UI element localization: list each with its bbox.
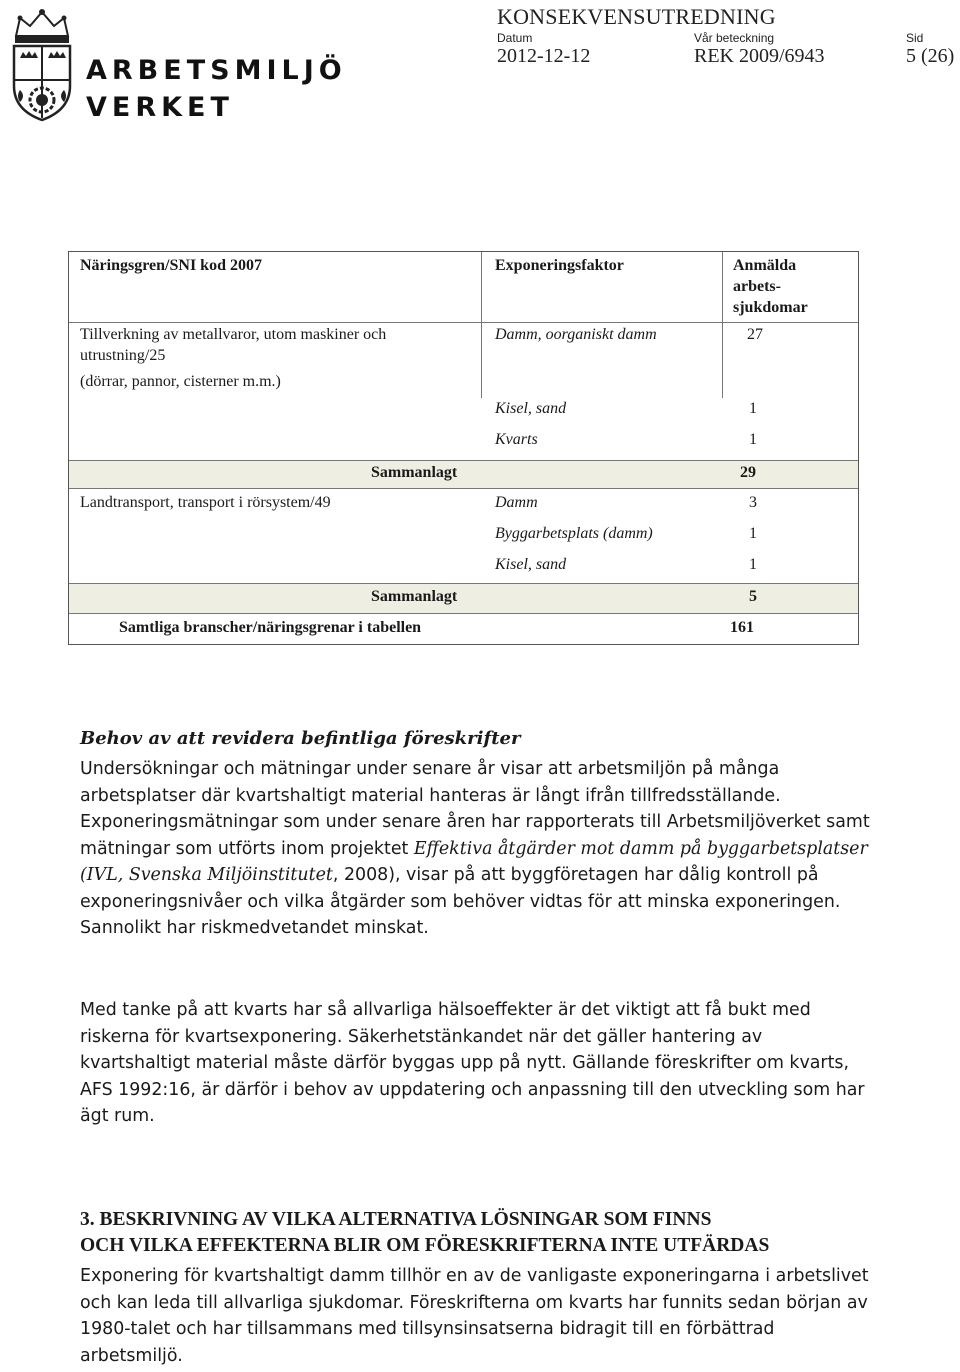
paragraph-text: , 2008), visar på att byggföretagen har dålig kontroll på exponeringsnivåer och vilka åtgärder som behöver vidtas för att minska exponeringen. Sannolikt har riskmedvetandet minskat. — [80, 865, 841, 938]
subtotal-label: Sammanlagt — [371, 588, 458, 605]
date-label: Datum — [497, 31, 533, 45]
industry-metal-line-3: (dörrar, pannor, cisterner m.m.) — [80, 373, 281, 390]
factor-cell: Damm, oorganiskt damm — [495, 326, 657, 343]
project-title: Effektiva åtgärder mot damm på byggarbetsplatser (IVL, Svenska Miljöinstitutet — [80, 838, 868, 885]
paragraph-measurements — [80, 756, 870, 942]
count-cell: 1 — [749, 556, 757, 573]
table-rule — [722, 322, 723, 398]
section-heading-revision-need: Behov av att revidera befintliga föreskrifter — [80, 728, 521, 749]
section-3-heading-line-2: OCH VILKA EFFEKTERNA BLIR OM FÖRESKRIFTERNA INTE UTFÄRDAS — [80, 1235, 770, 1256]
table-rule — [481, 322, 482, 398]
header-reported-diseases-1: Anmälda — [733, 257, 797, 274]
count-cell: 1 — [749, 525, 757, 542]
subtotal-value: 5 — [749, 588, 757, 605]
industry-metal-line-2: utrustning/25 — [80, 347, 166, 364]
section-3-heading — [80, 1207, 769, 1259]
org-line-1: ARBETSMILJÖ — [86, 55, 347, 86]
page-label: Sid — [906, 31, 924, 45]
factor-cell: Damm — [495, 494, 538, 511]
reference-value: REK 2009/6943 — [694, 45, 825, 67]
count-cell: 1 — [749, 431, 757, 448]
paragraph-quartz-risks: Med tanke på att kvarts har så allvarliga hälsoeffekter är det viktigt att få bukt med riskerna för kvartsexponering. Säkerhetstänkandet när det gäller hantering av kvartshaltigt material måste därför byggas upp på nytt. Gällande föreskrifter om kvarts, AFS 1992:16, är därför i behov av uppdatering och anpassning till den utveckling som har ägt rum. — [80, 1000, 865, 1126]
document-type: KONSEKVENSUTREDNING — [497, 4, 776, 29]
factor-cell: Kisel, sand — [495, 556, 567, 573]
table-rule — [481, 252, 482, 322]
header-exposure-factor: Exponeringsfaktor — [495, 257, 624, 274]
date-value: 2012-12-12 — [497, 45, 591, 67]
count-cell: 27 — [747, 326, 763, 343]
total-value: 161 — [730, 619, 754, 636]
industry-metal-line-1: Tillverkning av metallvaror, utom maskiner och — [80, 326, 387, 343]
coat-of-arms-logo — [6, 6, 78, 124]
table-rule — [69, 322, 858, 323]
header-reported-diseases-3: sjukdomar — [733, 299, 808, 316]
factor-cell: Kisel, sand — [495, 400, 567, 417]
section-3-heading-line-1: 3. BESKRIVNING AV VILKA ALTERNATIVA LÖSNINGAR SOM FINNS — [80, 1209, 712, 1230]
occupational-disease-table — [68, 251, 859, 645]
organization-name — [86, 52, 347, 126]
paragraph-text: Undersökningar och mätningar under senare år visar att arbetsmiljön på många arbetsplatser där kvartshaltigt material hanteras är långt ifrån tillfredsställande. Exponeringsmätningar som under senare åren har rapporterats till Arbetsmiljöverket samt mätningar som utförts inom projektet — [80, 759, 870, 859]
org-line-2: VERKET — [86, 92, 234, 123]
count-cell: 3 — [749, 494, 757, 511]
count-cell: 1 — [749, 400, 757, 417]
header-reported-diseases-2: arbets- — [733, 278, 781, 295]
industry-transport: Landtransport, transport i rörsystem/49 — [80, 494, 331, 511]
subtotal-row-shading — [69, 583, 858, 614]
reference-label: Vår beteckning — [694, 31, 775, 45]
subtotal-value: 29 — [740, 464, 756, 481]
subtotal-label: Sammanlagt — [371, 464, 458, 481]
factor-cell: Byggarbetsplats (damm) — [495, 525, 653, 542]
factor-cell: Kvarts — [495, 431, 538, 448]
header-industry: Näringsgren/SNI kod 2007 — [80, 257, 262, 274]
total-label: Samtliga branscher/näringsgrenar i tabellen — [119, 619, 422, 636]
paragraph-exposure: Exponering för kvartshaltigt damm tillhör en av de vanligaste exponeringarna i arbetslivet och kan leda till allvarliga sjukdomar. Föreskrifterna om kvarts har funnits sedan början av 1980-talet och har tillsammans med tillsynsinsatserna bidragit till en förbättrad arbetsmiljö. — [80, 1266, 869, 1366]
table-rule — [722, 252, 723, 322]
page-value: 5 (26) — [906, 45, 955, 67]
